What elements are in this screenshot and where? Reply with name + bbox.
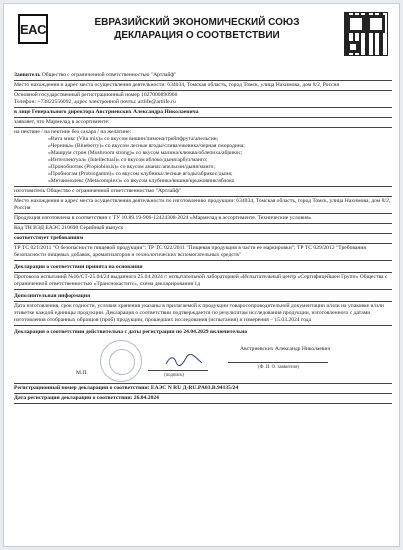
document-body [14,72,392,405]
stamp-place-label: М.П. [76,370,88,376]
applicant-representative: в лице Генерального директора Австриевских Александра Николаевича [14,109,199,115]
manufacturer-address: Место нахождения и адрес места осуществления деятельности по изготовлению продукции: 634034, Томская область, город Томск, улица Нахимова, дом 8/2, Россия [14,198,391,211]
signature-line [148,370,208,371]
applicant-address: Место нахождения и адрес места осуществления деятельности: 634034, Томская область, город Томск, улица Нахимова, дом 8/2, Россия [14,82,340,88]
list-item: «Пробиогам (Probiogamm)» со вкусом клубника/лесные ягоды/абрикос/дыня; [48,171,233,177]
seal-stamp-icon [100,340,142,382]
requirements-label: соответствует требованиям [14,235,84,241]
list-item: «Пронобиотик (Propiobiosis)» со вкусом ананас/апельсин/дыня/манго; [48,164,216,170]
registration-date: Дата регистрации декларации о соответствии: 26.04.2024 [14,395,159,401]
extra-label: Дополнительная информация [14,293,91,299]
applicant-name: Общество с ограниченной ответственностью "Артлайф" [41,72,177,78]
eac-mark: EAC [18,14,48,44]
manufacturer-name: изготовитель Общество с ограниченной ответственностью "Артлайф" [14,188,182,194]
declares-line: заявляет, что Мармелад в ассортименте: [14,119,110,125]
list-item: «Черника» (Blueberry)» со вкусом лесные ягоды/слива/ежевика/черная смородина; [48,143,245,149]
registration-number: Регистрационный номер декларации о соответствии: ЕАЭС N RU Д-RU.PA03.B.94135/24 [14,385,239,391]
title-declaration: ДЕКЛАРАЦИЯ О СООТВЕТСТВИИ [114,30,280,41]
applicant-ogrn: Основной государственный регистрационный номер 1027000890960 [14,92,178,98]
applicant-block [14,72,392,79]
flavor-list [14,136,392,185]
product-code: Код ТН ВЭД ЕАЭС 210690 Серийный выпуск [14,225,124,231]
requirements-text: ТР ТС 021/2011 "О безопасности пищевой продукции"; ТР ТС 022/2011 "Пищевая продукция в части ее маркировки"; ТР ТС 029/2012 "Требования безопасности пищевых добавок, ароматизаторов и технологических вспомогательных средств" [14,245,366,258]
extra-text: Дата изготовления, срок годности, условия хранения указаны в прилагаемой к продукции товаросопроводительной документации и/или на упаковке и/или этикетке каждой единицы продукции. Декларация о соответствии подтверждается по результатам исследования продукции, изготовленного с датами изготовления отобранных образцов (проб) продукции, прошедших исследования (испытания) и измерения – 15.03.2024 года [14,303,384,323]
declaration-document [3,3,400,547]
basis-text: Протокола испытаний №16/СТ-25.04/24 выданного 25.04.2024 г. испытательной лабораторией «Испытательный центр «Сертифицейшен Групп» Общества с ограниченной ответственностью «Транснокаститс», схема декларирования 1д [14,274,388,287]
qr-code-icon [344,12,388,56]
list-item: «Вита микс (Vita mix)» со вкусом вишни/лимона/грейпфрута/апельсин; [48,136,219,142]
signature-caption: (подпись) [164,373,184,378]
list-item: «Интеллектуал» (Intellectual)» со вкусом яблоко/дыня/арбуз/манго; [48,157,208,163]
applicant-label: Заявитель [14,72,41,78]
applicant-contacts: Телефон: +73822556092, адрес электронной почты: artlife@artlife.ru [14,99,176,105]
signer-caption: (Ф. И. О. заявителя) [258,365,299,370]
handwritten-signature [164,354,204,368]
title-union: ЕВРАЗИЙСКИЙ ЭКОНОМИЧЕСКИЙ СОЮЗ [94,17,300,28]
product-intro: на пектине / на пектине без сахара / на желатине: [14,129,132,135]
document-title [56,16,338,42]
basis-label: Декларация о соответствии принята на основании [14,264,143,270]
signer-name: Австриевских Александр Николаевич [240,346,331,352]
manufacturer-conditions: Продукция изготовлена в соответствии с ТУ 10.89.19-906-12424308-2024 «Мармелад в ассортименте. Технические условия» [14,215,312,221]
validity-line: Декларация о соответствии действительна с даты регистрации по 24.04.2029 включительно [14,329,248,335]
list-item: «Машрум строн (Mushroom strong)» со вкусом малина/клюква/облепиха/абрикос; [48,150,243,156]
list-item: «Метаюмолекс (Metacomplex)» со вкусом клубника/вишня/крыжовник/яблоко [48,178,235,184]
signer-line [228,362,328,363]
signature-block [14,340,392,382]
